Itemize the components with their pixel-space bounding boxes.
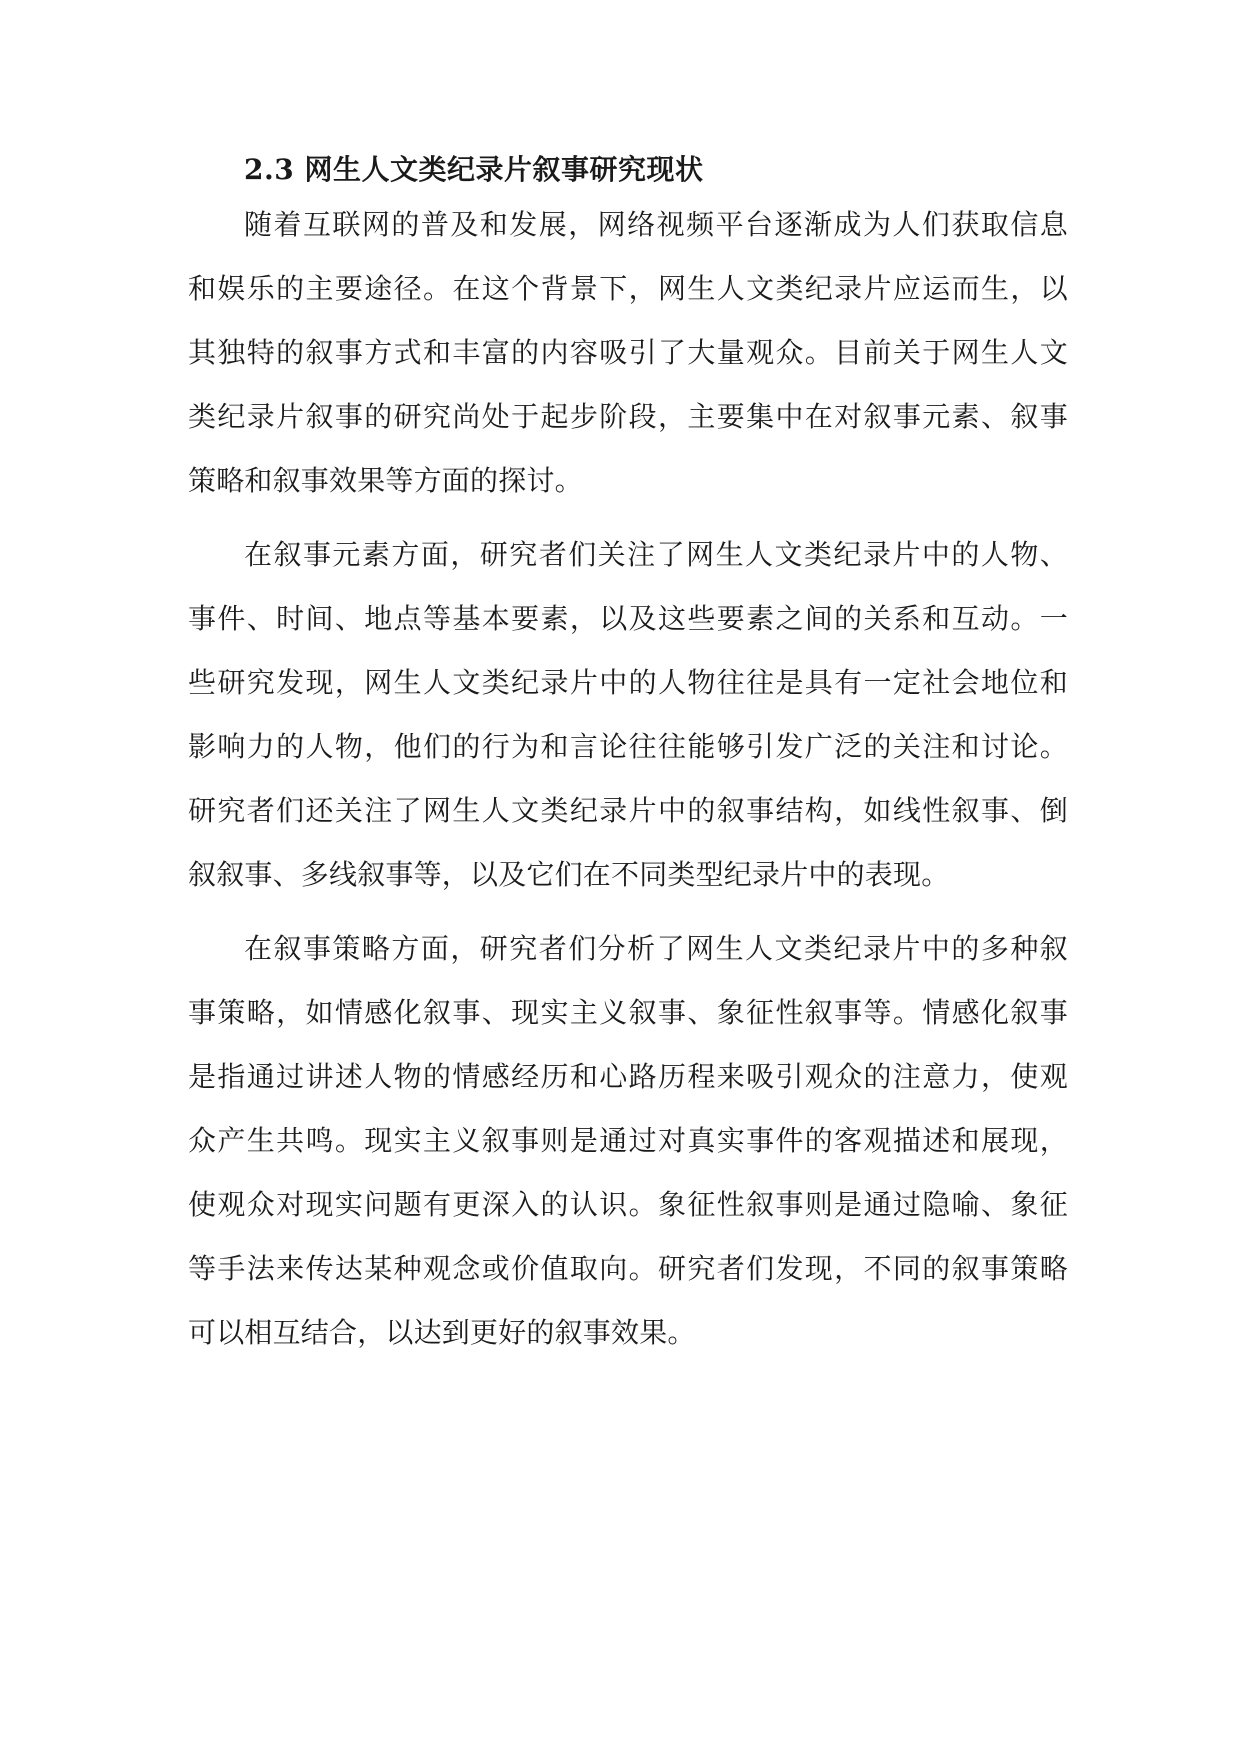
paragraph-line: 事件、时间、地点等基本要素，以及这些要素之间的关系和互动。一 (188, 602, 1068, 635)
paragraph-line: 事策略，如情感化叙事、现实主义叙事、象征性叙事等。情感化叙事 (188, 996, 1068, 1029)
paragraph-line: 和娱乐的主要途径。在这个背景下，网生人文类纪录片应运而生，以 (188, 272, 1068, 305)
paragraph-line: 研究者们还关注了网生人文类纪录片中的叙事结构，如线性叙事、倒 (188, 794, 1068, 827)
paragraph-line: 策略和叙事效果等方面的探讨。 (188, 464, 583, 497)
paragraph-line: 可以相互结合，以达到更好的叙事效果。 (188, 1316, 696, 1349)
paragraph-line: 些研究发现，网生人文类纪录片中的人物往往是具有一定社会地位和 (188, 666, 1068, 699)
paragraph-line: 使观众对现实问题有更深入的认识。象征性叙事则是通过隐喻、象征 (188, 1188, 1068, 1221)
paragraph-line: 随着互联网的普及和发展，网络视频平台逐渐成为人们获取信息 (244, 208, 1068, 241)
paragraph-line: 其独特的叙事方式和丰富的内容吸引了大量观众。目前关于网生人文 (188, 336, 1068, 369)
paragraph-line: 是指通过讲述人物的情感经历和心路历程来吸引观众的注意力，使观 (188, 1060, 1068, 1093)
paragraph-line: 等手法来传达某种观念或价值取向。研究者们发现，不同的叙事策略 (188, 1252, 1068, 1285)
paragraph-line: 众产生共鸣。现实主义叙事则是通过对真实事件的客观描述和展现， (188, 1124, 1068, 1157)
paragraph-line: 叙叙事、多线叙事等，以及它们在不同类型纪录片中的表现。 (188, 858, 950, 891)
paragraph-line: 在叙事元素方面，研究者们关注了网生人文类纪录片中的人物、 (244, 538, 1068, 571)
section-heading: 2.3 网生人文类纪录片叙事研究现状 (244, 153, 704, 186)
paragraph-line: 类纪录片叙事的研究尚处于起步阶段，主要集中在对叙事元素、叙事 (188, 400, 1068, 433)
paragraph-line: 在叙事策略方面，研究者们分析了网生人文类纪录片中的多种叙 (244, 932, 1068, 965)
paragraph-line: 影响力的人物，他们的行为和言论往往能够引发广泛的关注和讨论。 (188, 730, 1068, 763)
